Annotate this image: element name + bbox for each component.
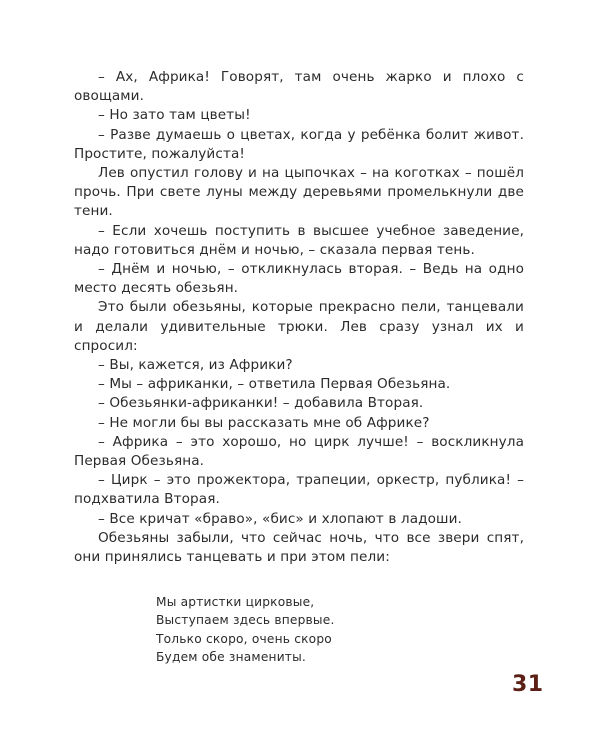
paragraph: – Все кричат «браво», «бис» и хлопают в ладоши.: [98, 510, 462, 527]
poem-line: Только скоро, очень скоро: [156, 631, 332, 646]
paragraph: – Цирк – это прожектора, трапеции, оркестр, публика! – подхватила Вторая.: [74, 472, 524, 508]
poem-line: Мы артистки цирковые,: [156, 595, 315, 609]
page-number: 31: [512, 672, 544, 697]
story-text: [74, 68, 524, 567]
paragraph: – Мы – африканки, – ответила Первая Обезьяна.: [98, 376, 451, 393]
paragraph: Лев опустил голову и на цыпочках – на коготках – пошёл прочь. При свете луны между деревьями промелькнули две тени.: [74, 165, 524, 220]
paragraph: – Ах, Африка! Говорят, там очень жарко и плохо с овощами.: [74, 69, 524, 105]
paragraph: – Но зато там цветы!: [98, 107, 251, 124]
paragraph: – Если хочешь поступить в высшее учебное заведение, надо готовиться днём и ночью, – сказала первая тень.: [74, 222, 524, 258]
paragraph: – Африка – это хорошо, но цирк лучше! – воскликнула Первая Обезьяна.: [74, 433, 524, 470]
paragraph: – Разве думаешь о цветах, когда у ребёнка болит живот. Простите, пожалуйста!: [74, 126, 524, 162]
poem-verse: [156, 593, 416, 666]
paragraph: – Днём и ночью, – откликнулась вторая. – Ведь на одно место десять обезьян.: [74, 261, 524, 297]
paragraph: – Вы, кажется, из Африки?: [98, 357, 293, 374]
paragraph: – Не могли бы вы рассказать мне об Африке?: [98, 414, 430, 431]
paragraph: Это были обезьяны, которые прекрасно пели, танцевали и делали удивительные трюки. Лев сразу узнал их и спросил:: [74, 299, 524, 354]
poem-line: Выступаем здесь впервые.: [156, 613, 335, 628]
poem-line: Будем обе знамениты.: [156, 649, 307, 664]
paragraph: – Обезьянки-африканки! – добавила Вторая.: [98, 395, 424, 412]
paragraph: Обезьяны забыли, что сейчас ночь, что все звери спят, они принялись танцевать и при этом пели:: [74, 529, 524, 566]
